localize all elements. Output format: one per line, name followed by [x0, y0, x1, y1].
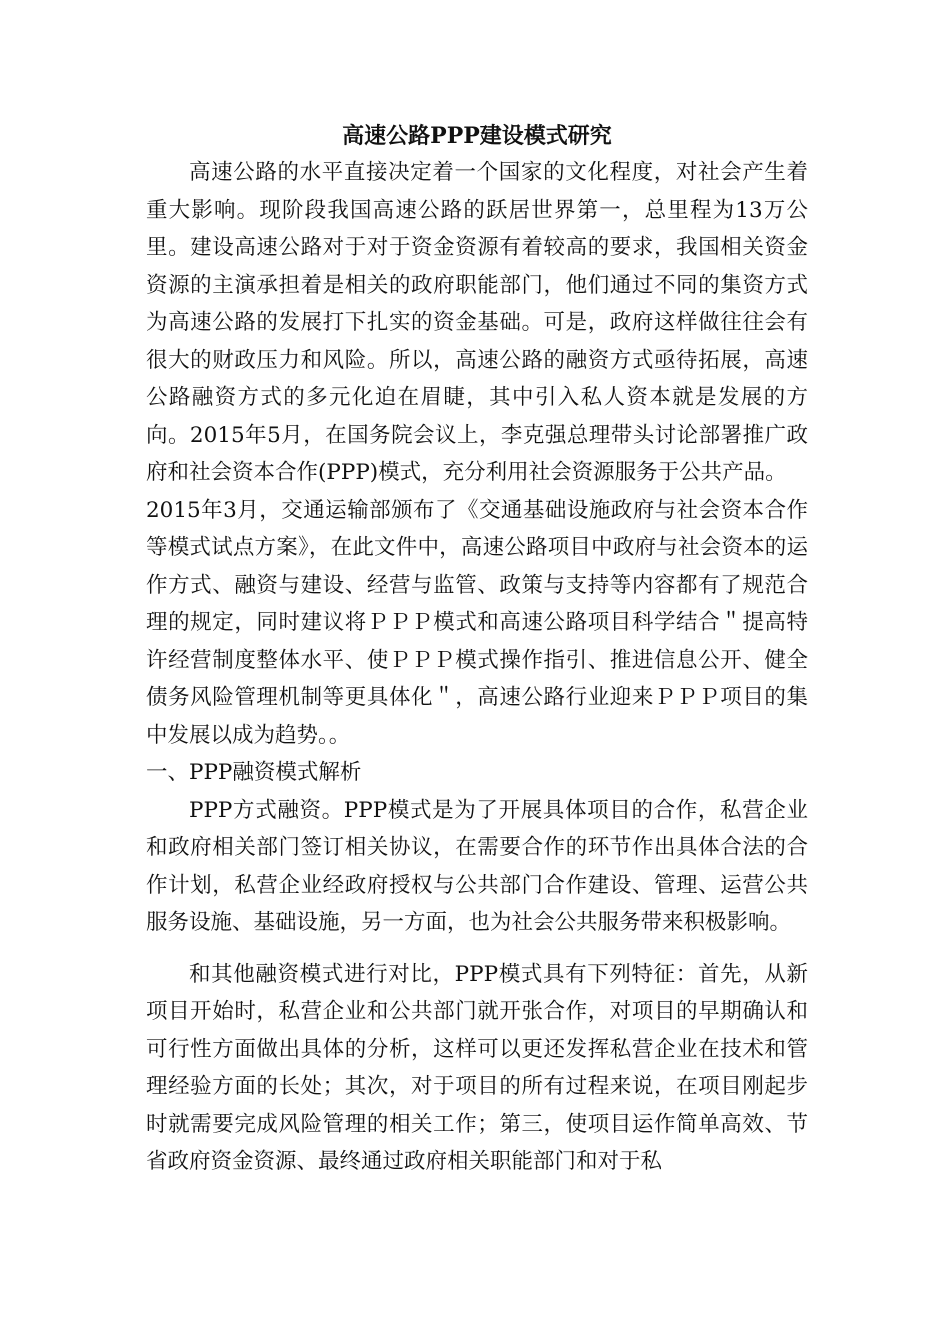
- paragraph-ppp-definition: PPP方式融资。PPP模式是为了开展具体项目的合作，私营企业和政府相关部门签订相关协议，在需要合作的环节作出具体合法的合作计划，私营企业经政府授权与公共部门合作建设、管理、运营公共服务设施、基础设施，另一方面，也为社会公共服务带来积极影响。: [146, 797, 808, 935]
- section-heading: 一、PPP融资模式解析: [146, 760, 362, 785]
- document-body: [146, 118, 808, 1181]
- paragraph-ppp-features: 和其他融资模式进行对比，PPP模式具有下列特征：首先，从新项目开始时，私营企业和公共部门就开张合作，对项目的早期确认和可行性方面做出具体的分析，这样可以更还发挥私营企业在技术和管理经验方面的长处；其次，对于项目的所有过程来说，在项目刚起步时就需要完成风险管理的相关工作；第三，使项目运作简单高效、节省政府资金资源、最终通过政府相关职能部门和对于私: [146, 961, 808, 1174]
- document-title: 高速公路PPP建设模式研究: [342, 123, 612, 149]
- paragraph-policy: 2015年3月，交通运输部颁布了《交通基础设施政府与社会资本合作等模式试点方案》，在此文件中，高速公路项目中政府与社会资本的运作方式、融资与建设、经营与监管、政策与支持等内容都有了规范合理的规定，同时建议将ＰＰＰ模式和高速公路项目科学结合＂提高特许经营制度整体水平、使ＰＰＰ模式操作指引、推进信息公开、健全债务风险管理机制等更具体化＂，高速公路行业迎来ＰＰＰ项目的集中发展以成为趋势。。: [146, 497, 808, 748]
- paragraph-intro: 高速公路的水平直接决定着一个国家的文化程度，对社会产生着重大影响。现阶段我国高速公路的跃居世界第一，总里程为13万公里。建设高速公路对于对于资金资源有着较高的要求，我国相关资金资源的主演承担着是相关的政府职能部门，他们通过不同的集资方式为高速公路的发展打下扎实的资金基础。可是，政府这样做往往会有很大的财政压力和风险。所以，高速公路的融资方式亟待拓展，高速公路融资方式的多元化迫在眉睫，其中引入私人资本就是发展的方向。2015年5月，在国务院会议上，李克强总理带头讨论部署推广政府和社会资本合作(PPP)模式，充分利用社会资源服务于公共产品。: [146, 160, 808, 485]
